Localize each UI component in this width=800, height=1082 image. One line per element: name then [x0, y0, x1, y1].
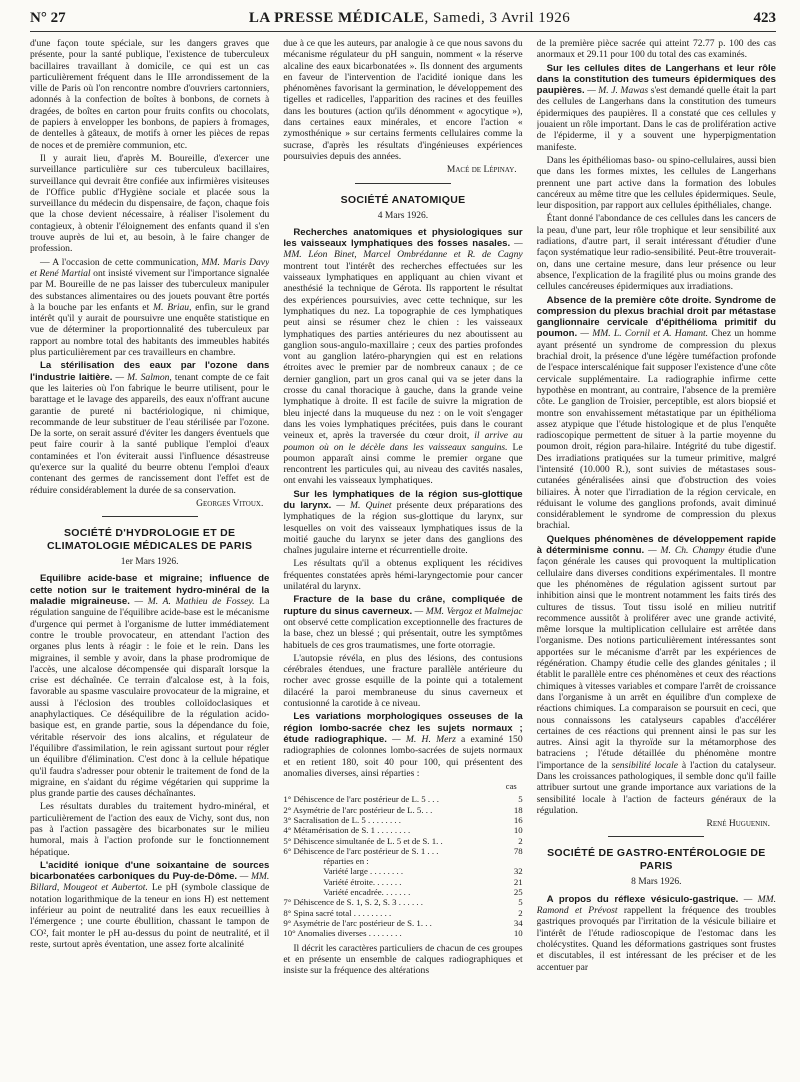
- column-right: [537, 38, 776, 1068]
- row-count: 10: [513, 928, 523, 939]
- row-label: Variété étroite. . . . . . .: [323, 876, 402, 887]
- article-text: Chez un homme ayant présenté un syndrome de compression du plexus brachial droit, la présence d'une légère tuméfaction profonde de l'espace interscalénique fait supposer l'existence d'une côte cervicale supplémentaire. La radiographie infirme cette hypothèse en montrant, au contraire, l'absence de la première côte. Le ganglion de Troisier, perceptible, est alors biopsié et montre son envahissement métastatique par un épithélioma assez atypique que l'étude histologique et de plus l'enquête radioscopique permettent de situer à la partie moyenne du poumon droit, région para-hilaire. Intégrité du tube digestif. Des irradiations pratiquées sur la tumeur primitive, malgré l'intensité (10.000 R.), sont suivies de métastases sous-cutanées généralisées ainsi que d'obstruction des voies biliaires. À noter que l'irradiation de la région cervicale, en réduisant le volume des ganglions profonds, avait diminué considérablement le syndrome de compression du plexus brachial.: [536, 328, 776, 532]
- article-text: tenant compte de ce fait que les laiteries où l'on fabrique le beurre utilisent, pour le barattage et le lavage des appareils, des eaux n'offrant aucune garantie de pureté ni bactériologique, ni chimique, recommande de leur substituer de l'eau stérilisée par l'ozone. De la sorte, on serait assuré d'éviter les dangers éventuels que peut faire courir à la santé publique l'emploi d'eaux contaminées et l'on éviterait aussi l'influence désastreuse qu'exerce sur la qualité du beurre obtenu l'emploi d'eaux contenant des germes de rancissement dont l'effet est de réduire considérablement la durée de sa conservation.: [30, 371, 270, 496]
- row-label: 7° Déhiscence de S. 1, S. 2, S. 3 . . . . . .: [283, 897, 423, 908]
- paragraph: Il décrit les caractères particuliers de chacun de ces groupes et en présente un ensemble de calques radiographiques et insiste sur la fréquence des altérations: [283, 942, 523, 977]
- article-title: Sur les lymphatiques de la région sus-glottique du larynx.: [283, 488, 523, 511]
- table-row: [283, 815, 522, 825]
- article-author: — M. J. Mawas: [584, 85, 649, 97]
- table-row: [283, 846, 522, 856]
- article-title: Equilibre acide-base et migraine; influence de cette notion sur le traitement hydro-minéral de la maladie migraineuse.: [30, 573, 270, 608]
- table-row: [283, 918, 522, 928]
- divider: [102, 516, 198, 517]
- divider: [608, 836, 704, 837]
- column-left: [30, 38, 269, 1068]
- issue-number: N° 27: [30, 10, 66, 26]
- article-title: Les variations morphologiques osseuses de la région lombo-sacrée chez les sujets normaux ; étude radiographique.: [283, 711, 523, 745]
- text-run: ont insisté vivement sur l'importance signalée par M. Boureille de ne pas laisser des tuberculeux manipuler des substances alimentaires ou des jouets pouvant être portés à la bouche par les enfants et: [30, 267, 270, 313]
- article-entry: [537, 295, 776, 532]
- row-label: 5° Déhiscence simultanée de L. 5 et de S. 1. .: [283, 835, 443, 846]
- article-title: A propos du réflexe vésiculo-gastrique.: [546, 893, 739, 905]
- row-label: réparties en :: [323, 856, 369, 867]
- paragraph: Les résultats durables du traitement hydro-minéral, et particulièrement de l'action des eaux de Vichy, sont dus, non pas à l'action passagère des bicarbonates sur le milieu humoral, mais à l'action profonde sur le fonctionnement hépatique.: [30, 801, 270, 858]
- article-title: La stérilisation des eaux par l'ozone dans l'industrie laitière.: [30, 360, 270, 383]
- table-row: [283, 887, 522, 897]
- article-text: Le poumon apparaît ainsi comme le premier organe que rencontrent les particules qui, au niveau des cavités nasales, ont envahi les vaisseaux lymphatiques.: [283, 441, 523, 487]
- row-count: 32: [513, 866, 523, 877]
- article-text: étudie d'une façon générale les causes qui provoquent la multiplication cellulaire dans diverses conditions expérimentales. Il montre que les phénomènes de régulation agissent surtout par inhibition ainsi que le montrent notamment les faits tirés des cultures de tissus. Tout tissu isolé en milieu nutritif recommence aussitôt à proliférer avec une grande activité, même lorsque la multiplication cellulaire est arrêtée dans l'organisme. Des notions particulièrement intéressantes sont apportées sur le mécanisme d'arrêt par les expériences de régénération. Champy étudie celle des glandes génitales ; il établit le parallèle entre ces phénomènes et ceux des réactions chimiques à vitesses variables et compare l'arrêt de croissance dans l'organisme à un arrêt en équilibre d'un complexe de réactions chimiques. La comparaison se poursuit en ceci, que nous connaissons les catalyseurs capables d'accélérer certaines de ces réactions qui prennent ainsi le pas sur les autres. Ainsi agit la thyroïde sur la métamorphose des batraciens ; l'étude détaillée du phénomène montre l'importance de la: [536, 545, 776, 771]
- masthead: [249, 10, 570, 27]
- column-middle: [283, 38, 522, 1068]
- article-entry: [283, 227, 522, 487]
- page-header: [30, 10, 776, 32]
- article-title: Absence de la première côte droite. Syndrome de compression du plexus brachial droit par métastase ganglionnaire cervicale d'épithélioma primitif du poumon.: [536, 294, 776, 340]
- article-author: — MM. Ramond et Prévost: [536, 893, 776, 917]
- article-author: — MM. L. Cornil et A. Hamant.: [577, 328, 709, 340]
- article-entry: [537, 534, 776, 816]
- table-row: [283, 866, 522, 876]
- paragraph: de la première pièce sacrée qui atteint 72.77 p. 100 des cas anormaux et 29.11 pour 100 du total des cas examinés.: [536, 38, 776, 61]
- article-title: L'acidité ionique d'une soixantaine de sources bicarbonatées carboniques du Puy-de-Dôme.: [30, 859, 270, 883]
- row-count: 34: [513, 917, 523, 928]
- article-entry: [30, 860, 269, 950]
- author-names: MM. Maris Davy et René Martial: [30, 256, 270, 279]
- table-row: [283, 794, 522, 804]
- row-label: 10° Anomalies diverses . . . . . . . .: [283, 928, 402, 939]
- article-author: — MM. Vergoz et Malmejac: [412, 605, 523, 617]
- journal-title: LA PRESSE MÉDICALE: [248, 10, 425, 26]
- table-row: [283, 805, 522, 815]
- table-row: [283, 825, 522, 835]
- article-text: à l'action du catalyseur. Dans les croissances pathologiques, il semble donc qu'il faille attribuer surtout une grande importance aux variations de la sensibilité locale à l'action de facteurs généraux de la régulation.: [536, 759, 776, 816]
- emphasis: il arrive au poumon où on le décèle dans les vaisseaux sanguins.: [283, 430, 523, 453]
- row-count: 16: [513, 815, 523, 825]
- article-author: — MM. Billard, Mougeot et Aubertot.: [30, 871, 270, 894]
- article-title: Recherches anatomiques et physiologiques sur les vaisseaux lymphatiques des fosses nasales.: [283, 226, 523, 250]
- article-author: — MM. Léon Binet, Marcel Ombrédanne et R. de Cagny: [283, 238, 523, 261]
- article-author: — M. Ch. Champy: [644, 545, 725, 557]
- row-count: 10: [513, 825, 523, 836]
- table-row: [283, 908, 522, 918]
- row-label: Variété large . . . . . . . .: [323, 866, 404, 877]
- table-row: [283, 856, 522, 866]
- article-text: Le pH (symbole classique de notation logarithmique de la teneur en ions H) est nettement inférieur au point de neutralité dans les eaux recueillies à l'émergence ; une courte ébullition, chassant le tampon de CO², fait monter le pH au-dessus du point de neutralité, et il reste, surtout après éventation, une assez forte alcalinité: [30, 882, 270, 950]
- article-text: rappellent la fréquence des troubles gastriques provoqués par l'irritation de la vésicule biliaire et l'intérêt de l'étude radioscopique de l'estomac dans les cholécystites. Quand les déformations gastriques sont frustes et discutables, il est intéressant de les préciser et de les accentuer par: [536, 905, 776, 973]
- table-header: cas: [505, 781, 517, 792]
- paragraph: [30, 257, 269, 359]
- article-columns: [30, 38, 776, 1068]
- section-date: 8 Mars 1926.: [631, 877, 682, 888]
- row-label: 1° Déhiscence de l'arc postérieur de L. 5 . . .: [283, 794, 439, 805]
- paragraph: Étant donné l'abondance de ces cellules dans les cancers de la peau, d'une part, leur rôle trophique et leur sensibilité aux radiations, d'autre part, il serait intéressant d'étudier d'une façon systématique leur radio-sensibilité. Peut-être trouverait-on, dans une certaine mesure, dans leur présence ou leur absence, l'explication de la fragilité plus ou moins grande des cellules cancéreuses épidermiques aux irradiations.: [536, 213, 776, 293]
- signature: René Huguenin.: [706, 819, 770, 830]
- row-label: 2° Asymétrie de l'arc postérieur de L. 5. . .: [283, 804, 433, 815]
- article-entry: [537, 894, 776, 973]
- row-count: 5: [518, 794, 523, 805]
- row-count: 25: [513, 887, 523, 898]
- section-heading: SOCIÉTÉ DE GASTRO-ENTÉROLOGIE DE PARIS: [547, 847, 766, 873]
- article-author: — M. Quinet: [331, 499, 392, 511]
- article-title: Quelques phénomènes de développement rapide à déterminisme connu.: [536, 533, 776, 557]
- table-row: [283, 897, 522, 907]
- article-author: — M. H. Merz: [386, 733, 456, 745]
- signature: Macé de Lépinay.: [446, 165, 517, 176]
- issue-date: , Samedi, 3 Avril 1926: [424, 10, 571, 26]
- article-text: La régulation sanguine de l'équilibre acide-base est le mécanisme d'urgence qui permet à l'organisme de lutter immédiatement contre le trouble provocateur, en attendant l'action des organes plus lents à réagir : le foie et le rein. Dans les migraines, il semble y avoir, dans la phase prodromique de l'accès, une alcalose décompensée qui disparaît lorsque la crise est déchaînée. Ce terrain d'alcalose est, à la fois, favorable au spasme vasculaire provocateur de la migraine, et aussi à l'éclosion des troubles colloïdoclasiques et anaphylactiques. Ce déséquilibre de la régulation acido-basique est, en grande partie, sous la dépendance du foie, véritable réservoir des ions alcalins, et régulateur de l'équilibre d'assimilation, le rein agissant surtout pour régler un équilibre d'élimination. C'est donc à la cellule hépatique qu'il faudra s'adresser pour obtenir le traitement de fond de la migraine, en s'aidant du régime végétarien qui supprime la plus grande partie des causes déchaînantes.: [30, 596, 270, 800]
- paragraph: Dans les épithéliomas baso- ou spino-cellulaires, aussi bien que dans les formes mixtes, les cellules de Langerhans prennent une part active dans la formation des lobules cancéreux au même titre que les cellules épidermiques. Seule, leur disposition, par rapport aux cellules épithéliales, change.: [536, 154, 776, 212]
- anomaly-table: [283, 794, 522, 938]
- row-label: Variété encadrée. . . . . . .: [323, 887, 411, 898]
- article-text: a examiné 150 radiographies de colonnes lombo-sacrées de sujets normaux et en retient 180, soit 40 pour 100, qui présentent des anomalies diverses, ainsi réparties :: [283, 733, 523, 779]
- signature: Georges Vitoux.: [196, 498, 264, 509]
- article-title: Sur les cellules dites de Langerhans et leur rôle dans la constitution des tumeurs épidermiques des paupières.: [536, 62, 776, 97]
- paragraph: Il y aurait lieu, d'après M. Boureille, d'exercer une surveillance particulière sur ces tuberculeux bacillaires, surveillance qui devrait être confiée aux infirmières visiteuses de l'Office public d'Hygiène sociale et placée sous la surveillance du médecin du dispensaire, de façon, chaque fois que la chose devient nécessaire, à réaliser l'isolement du contagieux, à obtenir l'éloignement des enfants quand il s'en trouve auprès de lui et, au besoin, à le faire changer de profession.: [30, 152, 270, 255]
- page-number: 423: [753, 10, 776, 26]
- row-count: 2: [518, 835, 523, 846]
- text-run: , enfin, sur le grand intérêt qu'il y aurait de poursuivre une enquête statistique en vue de déterminer la proportionnalité des tuberculeux par rapport au nombre total des habitants des immeubles habités plus particulièrement par ces travailleurs en chambre.: [30, 301, 270, 359]
- row-count: 18: [513, 804, 523, 815]
- paragraph: d'une façon toute spéciale, sur les dangers graves que présente, pour la santé publique, l'existence de tuberculeux bacillaires travaillant à domicile, ce qui est un cas particulièrement fréquent dans le IIIe arrondissement de la ville de Paris où l'on rencontre nombre d'ouvriers cartonniers, adonnés à la confection de boîtes à bonbons, de cornets à dragées, de boîtes en carton pour fruits confits ou chocolats, de papiers à envelopper les bonbons, de papiers à fromages, de dentelles à gâteaux, de motifs à orner les pièces de repas de noces et de première communion, etc.: [30, 38, 270, 151]
- row-label: 4° Métamérisation de S. 1 . . . . . . . .: [283, 825, 411, 836]
- row-count: [497, 856, 523, 866]
- article-text: s'est demandé quelle était la part des cellules de Langerhans dans la constitution des tumeurs épidermiques des paupières. Il a constaté que ces cellules y jouaient un rôle important. Dans le cas de prolifération active de l'épiderme, il y a souvent une hyperpigmentation manifeste.: [536, 85, 776, 153]
- article-entry: [30, 360, 269, 496]
- row-label: 6° Déhiscence de l'arc postérieur de S. 1 . . .: [283, 845, 439, 856]
- section-heading: SOCIÉTÉ ANATOMIQUE: [340, 193, 466, 206]
- table-row: [283, 836, 522, 846]
- paragraph: L'autopsie révéla, en plus des lésions, des contusions cérébrales étendues, une fracture parallèle antérieure du rocher avec grosse esquille de la pointe qui a totalement dilacéré la paroi membraneuse du sinus caverneux et contusionné la carotide à ce niveau.: [283, 652, 523, 710]
- article-text: présente deux préparations des lymphatiques de la région sus-glottique du larynx, sur lesquelles on voit des vaisseaux lymphatiques issus de la moitié gauche du larynx se jeter dans des ganglions des chaînes jugulaire interne et récurrentielle droite.: [283, 499, 523, 557]
- article-text: montrent tout l'intérêt des recherches effectuées sur les vaisseaux lymphatiques en appliquant au chien vivant et anesthésié la technique de Gérota. Ils rapportent le résultat des expériences poursuivies, avec cette technique, sur les lymphatiques du nez. La topographie de ces lymphatiques peut ainsi se résumer chez le chien : les vaisseaux lymphatiques des parties antérieures du nez aboutissent au ganglion sous-angulo-maxillaire ; ceux des parties profondes vont au ganglion latéro-pharyngien qui est en relations étroites avec le premier par de nombreux canaux ; de ce dernier ganglion, part un gros canal qui va se jeter dans la crosse du canal thoracique à gauche, dans la grande veine lymphatique à droite. Il est facile de suivre la migration de bleu injecté dans la muqueuse du nez : on le voit s'engager dans les voies lymphatiques précitées, puis dans le courant veineux et, après la traversée du cœur droit,: [283, 260, 523, 442]
- row-label: 8° Spina sacré total . . . . . . . . .: [283, 907, 392, 918]
- row-count: 78: [513, 845, 523, 856]
- author-name: M. Briau: [153, 301, 190, 313]
- paragraph: due à ce que les auteurs, par analogie à ce que nous savons du mécanisme régulateur du pH sanguin, nomment « la réserve alcaline des eaux bicarbonatées ». Ils donnent des arguments en faveur de l'intervention de l'acidité ionique dans les phénomènes favorisant la germination, le développement des tigelles et radicelles, l'apparition des racines et des feuilles dans les boutures (action qu'ils dénomment « agocytique »), dans certaines eaux minérales, et encore l'action « zymosthénique » sur certains ferments cellulaires comme la sucrase, d'après les résultats d'ingénieuses expériences poursuivies depuis des années.: [283, 38, 523, 162]
- row-count: 5: [518, 897, 523, 908]
- section-date: 4 Mars 1926.: [377, 210, 429, 221]
- row-label: 3° Sacralisation de L. 5 . . . . . . . .: [283, 815, 401, 825]
- article-entry: [283, 594, 522, 650]
- article-entry: [30, 573, 269, 799]
- section-date: 1er Mars 1926.: [120, 557, 179, 568]
- row-count: 21: [513, 876, 523, 887]
- divider: [355, 183, 451, 184]
- emphasis: sensibilité locale: [607, 759, 679, 771]
- article-text: ont observé cette complication exceptionnelle des fractures de la base, chez un blessé ; qui présentait, outre les symptômes habituels de ces gros traumatismes, une forte otorragie.: [283, 616, 523, 651]
- table-row: [283, 928, 522, 938]
- article-title: Fracture de la base du crâne, compliquée de rupture du sinus caverneux.: [283, 594, 523, 617]
- article-entry: [283, 711, 522, 779]
- text-run: — A l'occasion de cette communication,: [40, 256, 202, 268]
- article-author: — M. A. Mathieu de Fossey.: [129, 596, 255, 608]
- article-entry: [283, 489, 522, 557]
- row-count: 2: [518, 907, 523, 918]
- article-entry: [537, 63, 776, 153]
- table-row: [283, 877, 522, 887]
- row-label: 9° Asymétrie de l'arc postérieur de S. 1. . .: [283, 917, 432, 928]
- paragraph: Les résultats qu'il a obtenus expliquent les récidives fréquentes constatées après hémi-laryngectomie pour cancer unilatéral du larynx.: [283, 558, 523, 593]
- section-heading: SOCIÉTÉ D'HYDROLOGIE ET DE CLIMATOLOGIE MÉDICALES DE PARIS: [47, 527, 253, 553]
- article-author: — M. Salmon,: [112, 371, 172, 383]
